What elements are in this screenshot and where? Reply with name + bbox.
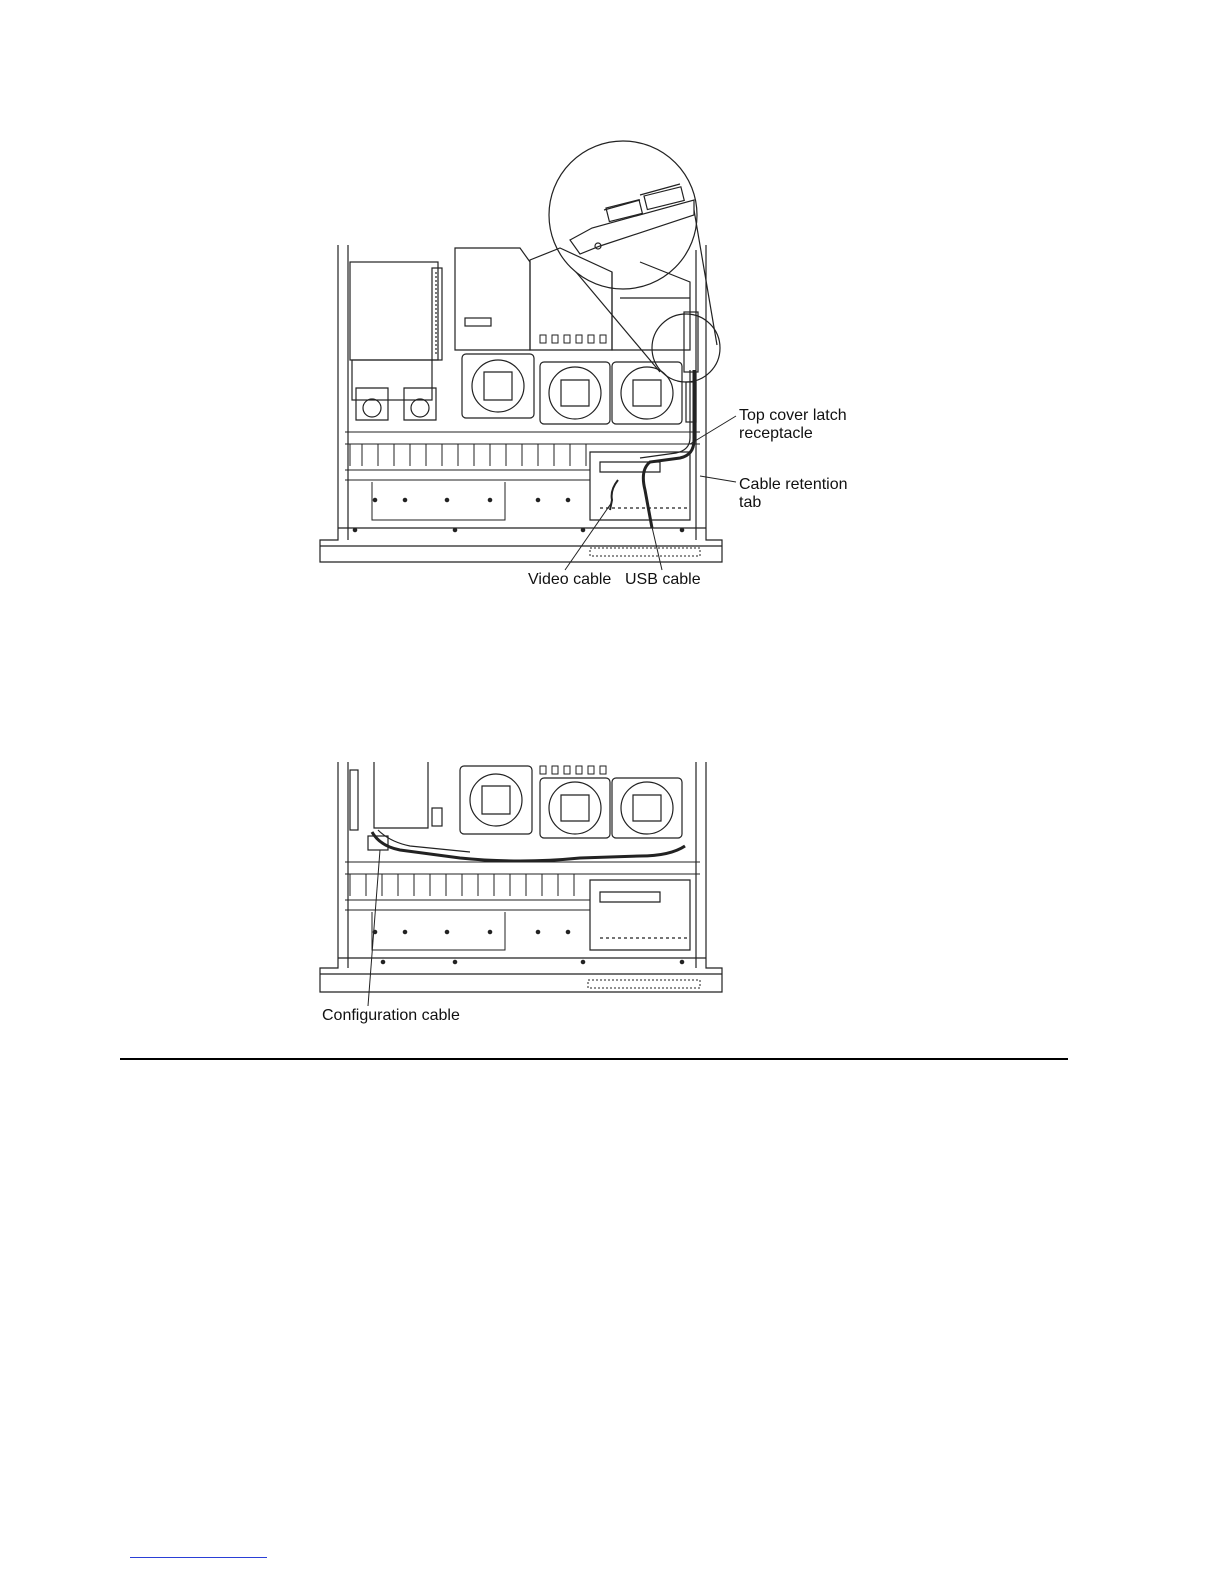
drive-backplane-row xyxy=(345,432,700,480)
pci-riser-card-2 xyxy=(350,762,442,830)
label-top-cover-latch xyxy=(739,407,847,443)
callout-leaders-2 xyxy=(368,850,380,1006)
system-fans xyxy=(462,354,682,424)
footer-link-underline[interactable] xyxy=(130,1557,267,1558)
label-cable-retention-line2: tab xyxy=(739,494,762,511)
system-fans-2 xyxy=(460,766,682,838)
label-cable-retention-tab xyxy=(739,476,848,512)
drive-backplane-row-2 xyxy=(345,862,700,988)
pci-riser-card xyxy=(350,262,442,420)
label-video-cable: Video cable xyxy=(528,571,612,588)
label-cable-retention-line1: Cable retention xyxy=(739,476,848,493)
label-usb-cable: USB cable xyxy=(625,571,701,588)
operator-panel-area-2 xyxy=(590,880,690,950)
callout-leaders-1 xyxy=(565,416,736,570)
operator-panel-area xyxy=(590,452,690,520)
label-top-cover-latch-line1: Top cover latch xyxy=(739,407,847,424)
detail-magnifier xyxy=(549,141,720,382)
configuration-cable xyxy=(368,830,685,861)
chassis-outline-2 xyxy=(320,762,722,992)
section-divider xyxy=(120,1058,1068,1060)
drive-bay-front xyxy=(353,482,700,556)
label-configuration-cable: Configuration cable xyxy=(322,1007,460,1024)
label-top-cover-latch-line2: receptacle xyxy=(739,425,813,442)
